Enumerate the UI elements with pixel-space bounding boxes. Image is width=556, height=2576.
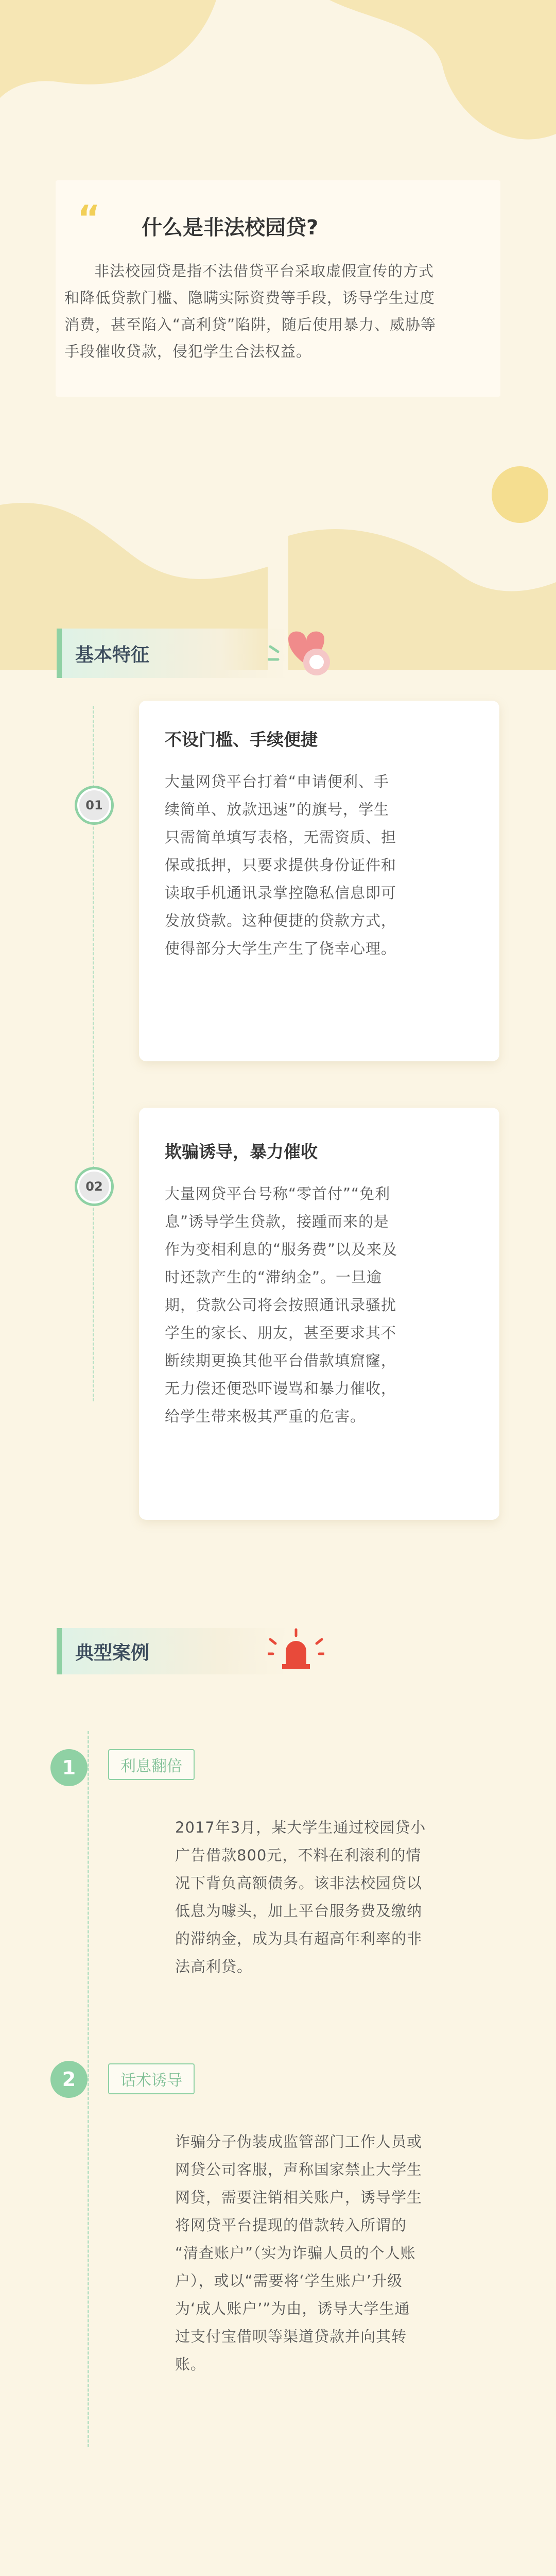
intro-line: 消费，甚至陷入“高利贷”陷阱，随后使用暴力、威胁等 (64, 316, 437, 333)
case-line: 2017年3月，某大学生通过校园贷小 (175, 1819, 426, 1836)
case-line: “清查账户”（实为诈骗人员的个人账 (175, 2244, 416, 2262)
feature-text (165, 768, 484, 962)
feature-number: 01 (77, 788, 111, 822)
quote-icon: “ (77, 198, 100, 239)
case-line: 广告借款800元，不料在利滚利的情 (175, 1846, 422, 1864)
case-line: 过支付宝借呗等渠道贷款并向其转 (175, 2328, 407, 2345)
intro-line: 手段催收贷款，侵犯学生合法权益。 (64, 343, 312, 360)
cases-heading-text: 典型案例 (75, 1642, 150, 1664)
feature-line: 只需简单填写表格，无需资质、担 (165, 828, 397, 846)
case-line: 况下背负高额债务。该非法校园贷以 (175, 1874, 423, 1892)
feature-line: 时还款产生的“滞纳金”。一旦逾 (165, 1268, 383, 1286)
intro-line: 和降低贷款门槛、隐瞒实际资费等手段，诱导学生过度 (64, 289, 436, 307)
feature-line: 读取手机通讯录掌控隐私信息即可 (165, 884, 397, 902)
case-line: 网贷，需要注销相关账户，诱导学生 (175, 2189, 423, 2206)
heart-chat-icon (268, 623, 340, 685)
case-number: 1 (50, 1749, 88, 1786)
cases-heading (57, 1628, 288, 1674)
feature-line: 大量网贷平台号称“零首付”“免利 (165, 1185, 391, 1202)
feature-line: 断续期更换其他平台借款填窟窿， (165, 1352, 397, 1369)
feature-title: 不设门槛、手续便捷 (165, 730, 318, 750)
feature-line: 学生的家长、朋友，甚至要求其不 (165, 1324, 397, 1342)
case-line: 低息为噱头，加上平台服务费及缴纳 (175, 1902, 423, 1920)
feature-line: 续简单、放款迅速”的旗号，学生 (165, 801, 390, 818)
feature-line: 发放贷款。这种便捷的贷款方式， (165, 912, 397, 929)
intro-title: 什么是非法校园贷? (142, 216, 319, 240)
cases-connector (88, 1731, 89, 2447)
feature-line: 无力偿还便恐吓谩骂和暴力催收， (165, 1380, 397, 1397)
case-line: 账。 (175, 2355, 206, 2373)
case-line: 法高利贷。 (175, 1958, 253, 1975)
feature-title: 欺骗诱导，暴力催收 (165, 1142, 318, 1162)
case-line: 诈骗分子伪装成监管部门工作人员或 (175, 2133, 423, 2150)
case-tag: 话术诱导 (108, 2063, 195, 2094)
intro-line: 非法校园贷是指不法借贷平台采取虚假宣传的方式 (94, 262, 435, 280)
alarm-icon (268, 1628, 324, 1674)
feature-number: 02 (77, 1170, 111, 1204)
case-line: 的滞纳金，成为具有超高年利率的非 (175, 1930, 423, 1947)
feature-line: 使得部分大学生产生了侥幸心理。 (165, 940, 397, 957)
basic-heading (57, 629, 288, 678)
intro-text (64, 258, 507, 365)
feature-text (165, 1180, 484, 1430)
case-tag: 利息翻倍 (108, 1749, 195, 1780)
feature-line: 息”诱导学生贷款，接踵而来的是 (165, 1213, 390, 1230)
feature-line: 保或抵押，只要求提供身份证件和 (165, 856, 397, 874)
feature-line: 给学生带来极其严重的危害。 (165, 1408, 366, 1425)
case-line: 户），或以“需要将‘学生账户’升级 (175, 2272, 403, 2290)
feature-line: 大量网贷平台打着“申请便利、手 (165, 773, 390, 790)
basic-heading-text: 基本特征 (75, 644, 150, 666)
case-text (175, 1814, 505, 1980)
case-line: 网贷公司客服，声称国家禁止大学生 (175, 2161, 423, 2178)
case-text (175, 2128, 505, 2378)
feature-line: 作为变相利息的“服务费”以及来及 (165, 1241, 398, 1258)
feature-line: 期，贷款公司将会按照通讯录骚扰 (165, 1296, 397, 1314)
case-number: 2 (50, 2061, 88, 2098)
case-line: 为‘成人账户’”为由，诱导大学生通 (175, 2300, 410, 2317)
case-line: 将网贷平台提现的借款转入所谓的 (175, 2216, 407, 2234)
